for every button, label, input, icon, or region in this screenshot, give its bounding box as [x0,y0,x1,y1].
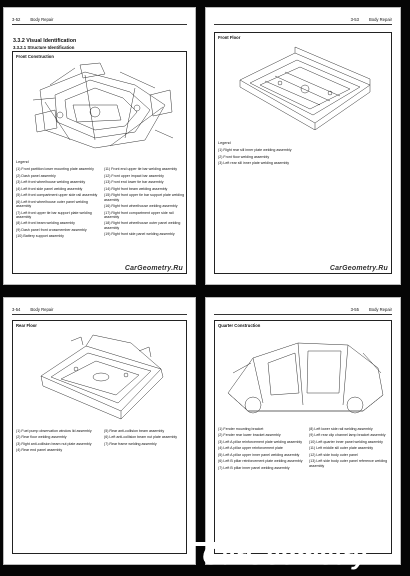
legend-item: (3) Right anti-collision beam nut plate assembly [16,441,92,446]
legend-column-right [104,167,186,240]
legend-item: (10) Left quarter inner panel welding assembly [309,439,383,444]
legend-item: (10) Battery support assembly [16,234,64,239]
legend-item: (13) Left side body outer panel reference welding assembly [309,459,388,468]
legend-item: (9) Left rear clip channel lamp bracket assembly [309,433,386,438]
brand-text: CarGeometry [202,540,367,570]
frame-title: Rear Floor [16,323,37,328]
legend-item: (5) Rear anti-collision beam assembly [104,429,165,433]
legend-column-left [16,167,98,240]
legend-item: (11) Front end upper tie bar welding assembly [104,167,178,172]
legend-item: (8) Left front beam welding assembly [16,221,75,226]
legend-item: (16) Right front wheelhouse welding assembly [104,204,178,209]
legend-item: (1) Fender mounting bracket [218,427,264,431]
cargeometry-logo [188,538,398,570]
front-construction-illustration [25,60,175,155]
page-number: 3-54 [12,307,21,312]
figure-frame [214,320,392,554]
page-header [214,16,392,25]
legend-item: (19) Right front side panel welding assembly [104,232,175,237]
legend-item: (4) Rear end panel assembly [16,448,63,453]
legend-item: (2) Fender rear lower bracket assembly [218,433,281,438]
page-3-53 [205,7,401,285]
quarter-construction-illustration [223,333,388,418]
legend-item: (5) Left A pillar upper inner panel welding assembly [218,452,300,457]
page-header [214,306,392,315]
legend-column-right [104,429,186,455]
front-floor-illustration [235,45,375,130]
legend-title: Legend [16,160,29,164]
legend-item: (2) Dash panel assembly [16,173,56,178]
legend-item: (1) Front partition lower mounting plate assembly [16,167,94,172]
legend-item: (3) Left front wheelhouse welding assembly [16,180,86,185]
legend-item: (11) Left middle sill outer plate assembly [309,446,374,451]
frame-title: Front Construction [16,54,54,59]
watermark: CarGeometry.Ru [329,265,388,272]
watermark: CarGeometry.Ru [124,265,183,272]
legend-item: (6) Left B pillar reinforcement plate welding assembly [218,459,303,464]
page-3-52 [3,7,196,285]
legend-item: (12) Front upper impact bar assembly [104,173,164,178]
legend-item: (2) Front floor welding assembly [218,154,270,159]
page-number: 3-52 [12,17,21,22]
subsection-heading: 3.3.2.1 Structure Identification [13,45,75,50]
legend-item: (4) Left A pillar upper reinforcement plate [218,446,283,451]
header-title: Body Repair [368,307,392,312]
page-3-54 [3,297,196,565]
legend [218,141,388,168]
header-title: Body Repair [30,307,54,312]
legend [16,429,186,455]
legend-item: (6) Left anti-collision beam nut plate assembly [104,435,178,440]
page-number: 3-53 [350,17,359,22]
legend-item: (2) Rear floor welding assembly [16,435,67,440]
legend-column-left [218,427,303,472]
legend-item: (14) Right front beam welding assembly [104,186,168,191]
legend-item: (1) Right rear sill inner plate welding assembly [218,148,292,153]
frame-title: Front Floor [218,35,241,40]
page-header [12,306,187,315]
figure-frame [214,32,392,274]
header-title: Body Repair [368,17,392,22]
legend [218,427,394,472]
legend-item: (7) Rear frame welding assembly [104,441,157,446]
legend-item: (4) Left front side panel welding assembly [16,186,83,191]
section-heading: 3.3.2 Visual Identification [13,38,77,44]
legend-item: (12) Left side body outer panel [309,452,358,457]
rear-floor-illustration [31,331,171,421]
legend [16,160,186,241]
legend-item: (13) Front end lower tie bar assembly [104,180,164,185]
legend-column-right [309,427,394,472]
legend-item: (8) Left lower side rail welding assembly [309,427,373,431]
legend-item: (15) Right front upper tie bar support plate welding assembly [104,193,185,202]
page-3-55 [205,297,401,565]
legend-item: (3) Left A pillar reinforcement plate welding assembly [218,439,303,444]
legend-item: (6) Left front wheelhouse outer panel welding assembly [16,199,88,209]
figure-frame [12,320,187,554]
figure-frame [12,51,187,274]
page-number: 3-55 [350,307,359,312]
legend-item: (7) Left B pillar inner panel welding assembly [218,465,290,470]
legend-item: (1) Fuel pump observation window lid assembly [16,429,92,433]
legend-title: Legend [218,141,231,145]
frame-title: Quarter Construction [218,323,261,328]
legend-column-left [16,429,98,455]
legend-item: (9) Dash panel front crossmember assembly [16,227,87,232]
legend-item: (18) Right front wheelhouse outer panel welding assembly [104,221,181,230]
header-title: Body Repair [30,17,54,22]
legend-item: (5) Left front compartment upper side rail assembly [16,193,98,198]
legend-item: (7) Left front upper tie bar support plate welding assembly [16,210,92,219]
page-header [12,16,187,25]
legend-item: (17) Right front compartment upper side rail assembly [104,210,174,219]
legend-item: (3) Left rear sill inner plate welding assembly [218,161,290,166]
